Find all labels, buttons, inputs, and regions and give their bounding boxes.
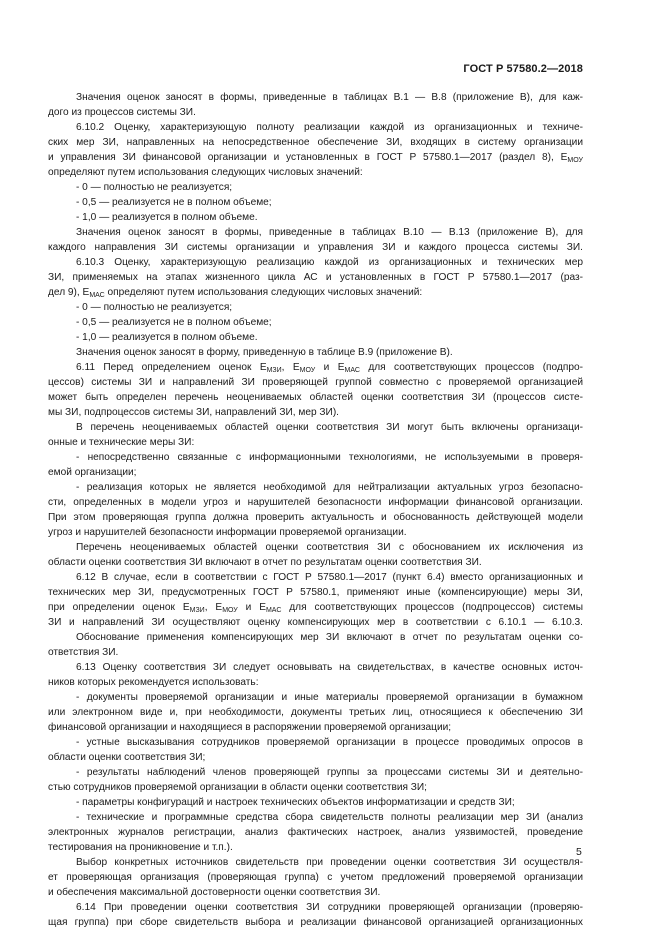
text-run: При этом проверяющая группа должна проверить актуальность и обоснованность действующей модели <box>48 512 583 523</box>
text-run: стью сотрудников проверяемой организации в области оценки соответствия ЗИ; <box>48 782 427 793</box>
text-line <box>48 585 583 600</box>
text-run: мы ЗИ, подпроцессов системы ЗИ, направлений ЗИ, мер ЗИ). <box>48 407 339 418</box>
text-line <box>48 915 583 930</box>
text-line <box>76 810 583 825</box>
text-line <box>48 495 583 510</box>
text-line <box>76 690 583 705</box>
text-run: электронных журналов регистрации, анализ фактических настроек, анализ уязвимостей, проведение <box>48 827 583 838</box>
text-line <box>48 105 196 120</box>
text-line <box>76 300 232 315</box>
text-line <box>76 330 258 345</box>
text-line <box>48 270 583 285</box>
text-run: технических мер ЗИ, предусмотренных ГОСТ Р 57580.1, применяют иные (компенсирующие) меры ЗИ, <box>48 587 583 598</box>
text-line <box>48 135 583 150</box>
text-run: Значения оценок заносят в формы, приведенные в таблицах В.10 — В.13 (приложение В), для <box>76 227 583 238</box>
text-run: - 0,5 — реализуется не в полном объеме; <box>76 317 272 328</box>
text-line <box>48 870 583 885</box>
subscript: МАС <box>344 367 360 374</box>
text-run: - 1,0 — реализуется в полном объеме. <box>76 212 258 223</box>
text-run: области оценки соответствия ЗИ включают в отчет по результатам оценки соответствия ЗИ. <box>48 557 482 568</box>
text-run: онные и технические меры ЗИ: <box>48 437 195 448</box>
page-number: 5 <box>576 846 582 858</box>
text-line <box>48 600 583 615</box>
text-line <box>76 735 583 750</box>
text-run: - устные высказывания сотрудников проверяемой организации в процессе проводимых опросов в <box>76 737 583 748</box>
text-run: области оценки соответствия ЗИ; <box>48 752 206 763</box>
text-line <box>48 705 583 720</box>
text-run: для соответствующих процессов (подпро- <box>359 362 583 373</box>
text-run: Выбор конкретных источников свидетельств при проведении оценки соответствия ЗИ осуществля- <box>76 857 583 868</box>
text-line <box>48 750 205 765</box>
text-line <box>76 420 583 435</box>
text-run: - реализация которых не является необходимой для нейтрализации актуальных угроз безопасно- <box>76 482 583 493</box>
text-run: ответствия ЗИ. <box>48 647 119 658</box>
text-line <box>48 720 451 735</box>
text-line <box>48 525 407 540</box>
text-line <box>76 480 583 495</box>
text-run: - 0,5 — реализуется не в полном объеме; <box>76 197 272 208</box>
subscript: МЗИ <box>189 607 205 614</box>
text-run: 6.10.2 Оценку, характеризующую полноту реализации каждой из организационных и техниче- <box>76 122 583 133</box>
text-run: , E <box>281 362 300 373</box>
text-run: для соответствующих процессов (подпроцессов) системы <box>281 602 583 613</box>
text-run: , E <box>204 602 223 613</box>
text-line <box>76 360 583 375</box>
text-run: Значения оценок заносят в форму, приведенную в таблице В.9 (приложение В). <box>76 347 453 358</box>
text-run: и E <box>315 362 345 373</box>
text-line <box>76 570 583 585</box>
subscript: МАС <box>265 607 282 614</box>
text-line <box>48 390 583 405</box>
subscript: МОУ <box>567 157 583 164</box>
text-run: 6.14 При проведении оценки соответствия ЗИ сотрудники проверяющей организации (проверяю- <box>76 902 583 913</box>
text-line <box>76 540 583 555</box>
text-line <box>48 465 137 480</box>
text-run: ЗИ, применяемых на этапах жизненного цикла АС и установленных в ГОСТ Р 57580.1—2017 (раз- <box>48 272 583 283</box>
text-run: 6.10.3 Оценку, характеризующую реализацию каждой из организационных и технических мер <box>76 257 583 268</box>
text-line <box>76 345 453 360</box>
text-run: - документы проверяемой организации и иные материалы проверяемой организации в бумажном <box>76 692 583 703</box>
text-line <box>76 120 583 135</box>
subscript: МОУ <box>299 367 316 374</box>
text-run: - параметры конфигураций и настроек технических объектов информатизации и средств ЗИ; <box>76 797 515 808</box>
text-run: тестирования на проникновение и т.п.). <box>48 842 233 853</box>
text-line <box>76 630 583 645</box>
text-run: ских мер ЗИ, направленных на непосредственное обеспечение ЗИ, входящих в систему организации <box>48 137 583 148</box>
text-line <box>76 765 583 780</box>
text-line <box>76 255 583 270</box>
text-line <box>76 795 515 810</box>
text-line <box>48 165 363 180</box>
text-line <box>48 435 194 450</box>
subscript: МАС <box>89 292 105 299</box>
text-line <box>76 90 583 105</box>
text-run: финансовой организации и находящиеся в распоряжении проверяемой организации; <box>48 722 452 733</box>
text-run: - 0 — полностью не реализуется; <box>76 302 233 313</box>
text-line <box>48 240 583 255</box>
text-line <box>48 375 583 390</box>
text-run: 6.12 В случае, если в соответствии с ГОСТ Р 57580.1—2017 (пункт 6.4) вместо организационных и <box>76 572 583 583</box>
text-run: сти, определенных в модели угроз и нарушителей безопасности информации финансовой организации. <box>48 497 583 508</box>
text-line <box>76 900 583 915</box>
text-run: В перечень неоцениваемых областей оценки соответствия ЗИ могут быть включены организаци- <box>76 422 583 433</box>
text-run: 6.13 Оценку соответствия ЗИ следует основывать на свидетельствах, в качестве основных источ- <box>76 662 583 673</box>
text-line <box>76 450 583 465</box>
text-run: Обоснование применения компенсирующих мер ЗИ включают в отчет по результатам оценки со- <box>76 632 583 643</box>
text-run: щая группа) при сборе свидетельств выбора и реализации финансовой организацией организационных <box>48 917 583 928</box>
text-run: Перечень неоцениваемых областей оценки соответствия ЗИ с обоснованием их исключения из <box>76 542 583 553</box>
text-line <box>76 855 583 870</box>
text-line <box>48 150 583 165</box>
text-run: - технические и программные средства сбора свидетельств полноты реализации мер ЗИ (анализ <box>76 812 583 823</box>
text-run: ет проверяющая организация (проверяющая группа) с учетом предложений проверяемой организации <box>48 872 583 883</box>
text-line <box>48 405 339 420</box>
text-line <box>48 885 380 900</box>
text-run: угроз и нарушителей безопасности информации проверяемой организации. <box>48 527 407 538</box>
text-line <box>48 285 422 300</box>
text-line <box>76 180 232 195</box>
text-line <box>76 660 583 675</box>
text-line <box>48 645 118 660</box>
text-line <box>48 825 583 840</box>
text-line <box>48 780 427 795</box>
text-run: - результаты наблюдений членов проверяющей группы за процессами системы ЗИ и деятельно- <box>76 767 583 778</box>
text-run: дого из процессов системы ЗИ. <box>48 107 196 118</box>
text-line <box>76 195 272 210</box>
text-run: каждого направления ЗИ системы организации и управления ЗИ и каждого процесса системы ЗИ. <box>48 242 583 253</box>
text-run: ЗИ и направлений ЗИ осуществляют оценку компенсирующих мер в соответствии с 6.10.1 — 6.10.3. <box>48 617 583 628</box>
text-run: и обеспечения максимальной достоверности оценки соответствия ЗИ. <box>48 887 381 898</box>
text-line <box>48 840 233 855</box>
text-line <box>76 315 272 330</box>
text-run: Значения оценок заносят в формы, приведенные в таблицах В.1 — В.8 (приложение В), для каж- <box>76 92 583 103</box>
text-run: или электронном виде и, при необходимости, документы третьих лиц, относящиеся к обеспечению ЗИ <box>48 707 583 718</box>
subscript: МЗИ <box>266 367 282 374</box>
subscript: МОУ <box>222 607 238 614</box>
text-line <box>48 675 259 690</box>
text-line <box>76 210 258 225</box>
text-run: - 1,0 — реализуется в полном объеме. <box>76 332 258 343</box>
text-run: - 0 — полностью не реализуется; <box>76 182 233 193</box>
text-run: цессов) системы ЗИ и направлений ЗИ проверяющей группой совместно с проверяемой организацией <box>48 377 583 388</box>
text-line <box>48 615 583 630</box>
text-run: определяют путем использования следующих числовых значений: <box>104 287 423 298</box>
text-run: ников которых рекомендуется использовать: <box>48 677 259 688</box>
text-run: и E <box>237 602 266 613</box>
text-line <box>48 555 482 570</box>
text-run: и управления ЗИ финансовой организации и установленных в ГОСТ Р 57580.1—2017 (раздел 8), E <box>48 152 568 163</box>
text-run: определяют путем использования следующих числовых значений: <box>48 167 363 178</box>
text-line <box>48 510 583 525</box>
text-run: дел 9), E <box>48 287 90 298</box>
text-run: может быть определен перечень неоцениваемых областей оценки соответствия ЗИ (процессов систе- <box>48 392 583 403</box>
text-run: емой организации; <box>48 467 137 478</box>
document-code-header: ГОСТ Р 57580.2—2018 <box>463 63 583 75</box>
text-line <box>76 225 583 240</box>
text-run: 6.11 Перед определением оценок E <box>76 362 267 373</box>
text-run: при определении оценок E <box>48 602 190 613</box>
text-run: - непосредственно связанные с информационными технологиями, не используемыми в проверя- <box>76 452 583 463</box>
